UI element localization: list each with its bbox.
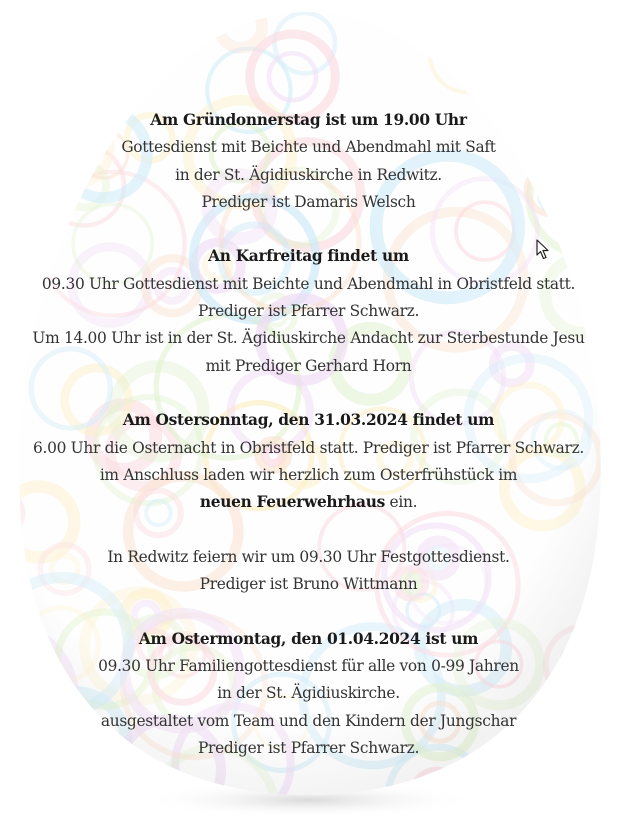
service-schedule xyxy=(0,107,617,762)
text-line: 09.30 Uhr Familiengottesdienst für alle von 0-99 Jahren xyxy=(98,656,519,675)
decorative-ring xyxy=(432,0,500,55)
text-line: Prediger ist Pfarrer Schwarz. xyxy=(197,302,420,321)
section-heading: Am Ostermontag, den 01.04.2024 ist um xyxy=(138,629,479,648)
section-heading: An Karfreitag findet um xyxy=(208,247,409,266)
spacer xyxy=(0,216,617,243)
text-line: Prediger ist Damaris Welsch xyxy=(201,192,416,211)
text-line: in der St. Ägidiuskirche. xyxy=(217,684,400,703)
text-line-feuerwehrhaus xyxy=(0,489,617,516)
text-line: mit Prediger Gerhard Horn xyxy=(205,356,412,375)
section-ostersonntag xyxy=(0,407,617,598)
section-gruendonnerstag xyxy=(0,107,617,216)
section-heading: Am Ostersonntag, den 31.03.2024 findet um xyxy=(122,411,495,430)
spacer xyxy=(0,598,617,625)
text-line: Prediger ist Bruno Wittmann xyxy=(199,575,418,594)
decorative-ring xyxy=(490,783,539,828)
text-line: 09.30 Uhr Gottesdienst mit Beichte und Abendmahl in Obristfeld statt. xyxy=(41,274,576,293)
text-line: in der St. Ägidiuskirche in Redwitz. xyxy=(175,165,442,184)
text-line: Um 14.00 Uhr ist in der St. Ägidiuskirche Andacht zur Sterbestunde Jesu xyxy=(32,329,585,348)
mouse-pointer-icon xyxy=(536,239,550,261)
section-ostermontag xyxy=(0,626,617,762)
text-fragment: ein. xyxy=(384,493,418,512)
text-line: Gottesdienst mit Beichte und Abendmahl mit Saft xyxy=(121,138,496,157)
decorative-ring xyxy=(566,35,617,103)
text-line: 6.00 Uhr die Osternacht in Obristfeld statt. Prediger ist Pfarrer Schwarz. xyxy=(33,438,584,457)
decorative-ring xyxy=(447,35,488,76)
decorative-ring xyxy=(25,0,140,68)
text-line: ausgestaltet vom Team und den Kindern der Jungschar xyxy=(100,711,517,730)
spacer xyxy=(0,380,617,407)
decorative-ring xyxy=(8,52,38,82)
decorative-ring xyxy=(387,0,439,28)
decorative-ring xyxy=(447,2,484,39)
spacer xyxy=(0,516,617,543)
highlight-feuerwehrhaus: neuen Feuerwehrhaus xyxy=(199,493,385,512)
text-line: In Redwitz feiern wir um 09.30 Uhr Festgottesdienst. xyxy=(107,547,510,566)
section-heading: Am Gründonnerstag ist um 19.00 Uhr xyxy=(150,111,467,129)
section-karfreitag xyxy=(0,243,617,379)
text-line: im Anschluss laden wir herzlich zum Osterfrühstück im xyxy=(99,465,518,484)
text-line: Prediger ist Pfarrer Schwarz. xyxy=(197,738,420,757)
decorative-ring xyxy=(544,785,573,814)
